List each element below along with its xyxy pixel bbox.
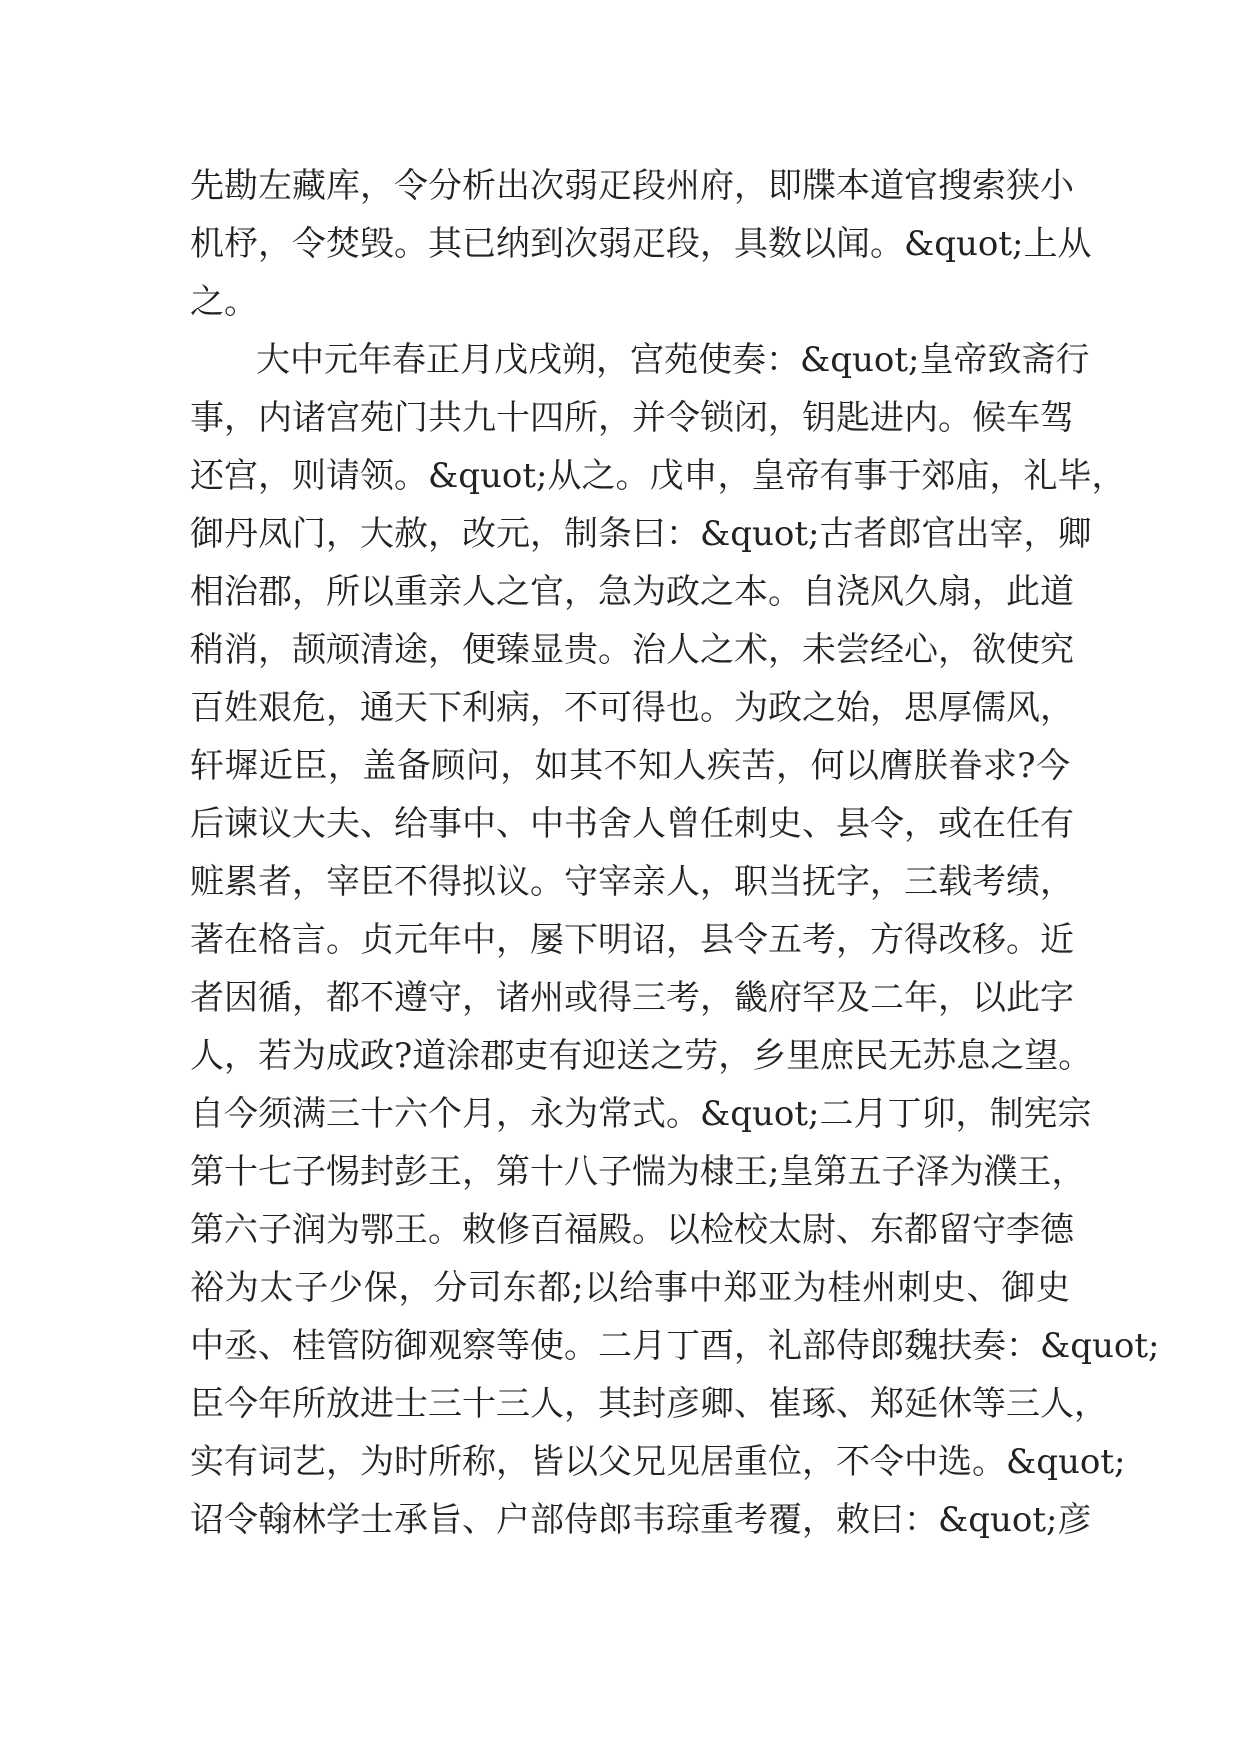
text-line: 机杼，令焚毁。其已纳到次弱疋段，具数以闻。&quot;上从 — [190, 224, 1092, 264]
text-line: 相治郡，所以重亲人之官，急为政之本。自浇风久扇，此道 — [190, 572, 1074, 612]
text-line: 之。 — [190, 282, 258, 322]
text-line: 裕为太子少保，分司东都;以给事中郑亚为桂州刺史、御史 — [190, 1268, 1070, 1308]
text-line: 著在格言。贞元年中，屡下明诏，县令五考，方得改移。近 — [190, 920, 1074, 960]
text-line: 百姓艰危，通天下利病，不可得也。为政之始，思厚儒风， — [190, 688, 1074, 728]
paragraph-first-line: 大中元年春正月戊戌朔，宫苑使奏：&quot;皇帝致斋行 — [256, 340, 1090, 380]
text-line: 中丞、桂管防御观察等使。二月丁酉，礼部侍郎魏扶奏：&quot; — [190, 1326, 1160, 1366]
body-text — [190, 157, 1160, 1549]
text-line: 后谏议大夫、给事中、中书舍人曾任刺史、县令，或在任有 — [190, 804, 1074, 844]
text-line: 实有词艺，为时所称，皆以父兄见居重位，不令中选。&quot; — [190, 1442, 1126, 1482]
text-line: 第六子润为鄂王。敕修百福殿。以检校太尉、东都留守李德 — [190, 1210, 1074, 1250]
text-line: 还宫，则请领。&quot;从之。戊申，皇帝有事于郊庙，礼毕， — [190, 456, 1126, 496]
text-line: 臣今年所放进士三十三人，其封彦卿、崔琢、郑延休等三人， — [190, 1384, 1108, 1424]
text-line: 先勘左藏库，令分析出次弱疋段州府，即牒本道官搜索狭小 — [190, 166, 1074, 206]
text-line: 人，若为成政?道涂郡吏有迎送之劳，乡里庶民无苏息之望。 — [190, 1036, 1093, 1076]
text-line: 稍消，颉颃清途，便臻显贵。治人之术，未尝经心，欲使究 — [190, 630, 1074, 670]
text-line: 事，内诸宫苑门共九十四所，并令锁闭，钥匙进内。候车驾 — [190, 398, 1074, 438]
text-line: 御丹凤门，大赦，改元，制条曰：&quot;古者郎官出宰，卿 — [190, 514, 1092, 554]
text-line: 赃累者，宰臣不得拟议。守宰亲人，职当抚字，三载考绩， — [190, 862, 1074, 902]
text-line: 第十七子惕封彭王，第十八子惴为棣王;皇第五子泽为濮王， — [190, 1152, 1086, 1192]
text-line: 诏令翰林学士承旨、户部侍郎韦琮重考覆，敕曰：&quot;彦 — [190, 1500, 1092, 1540]
text-line: 者因循，都不遵守，诸州或得三考，畿府罕及二年，以此字 — [190, 978, 1074, 1018]
text-line: 自今须满三十六个月，永为常式。&quot;二月丁卯，制宪宗 — [190, 1094, 1092, 1134]
text-line: 轩墀近臣，盖备顾问，如其不知人疾苦，何以膺朕眷求?今 — [190, 746, 1070, 786]
